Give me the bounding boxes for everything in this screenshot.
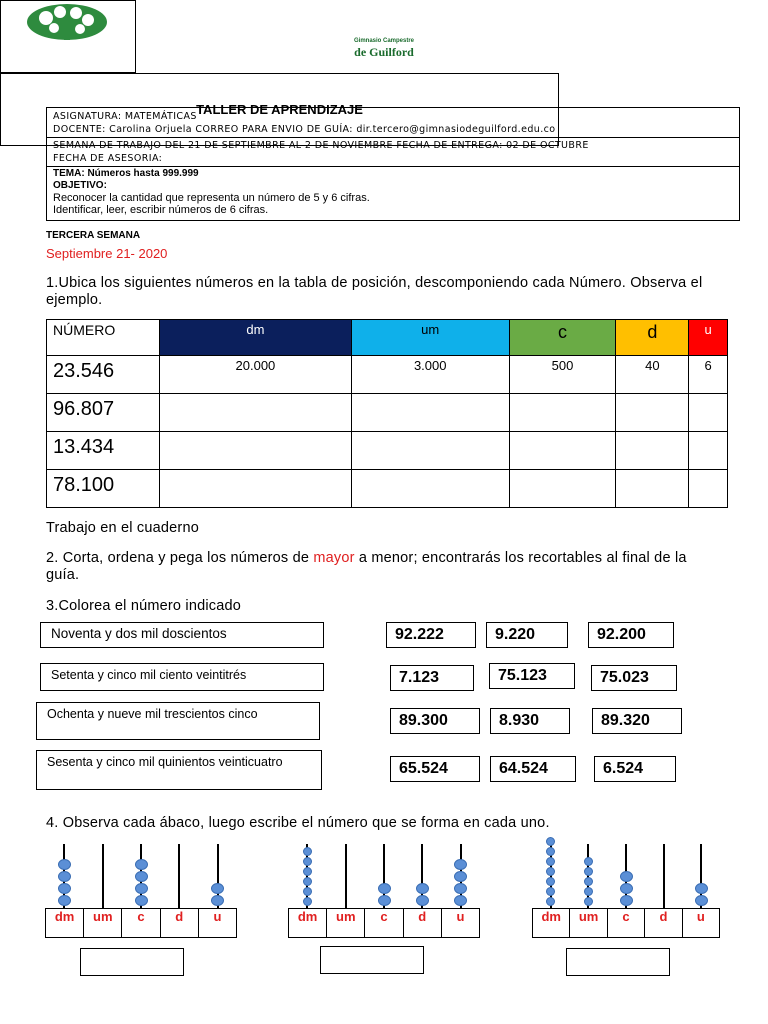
bead xyxy=(546,837,555,846)
number-option[interactable]: 6.524 xyxy=(594,756,676,782)
label-c: c xyxy=(608,909,645,937)
answer-box[interactable] xyxy=(320,946,424,974)
label-um: um xyxy=(84,909,122,937)
table-row xyxy=(47,356,728,394)
words-box: Noventa y dos mil doscientos xyxy=(40,622,324,648)
q1-text: 1.Ubica los siguientes números en la tabla de posición, descomponiendo cada Número. Observa el ejemplo. xyxy=(46,275,703,308)
header-dm: dm xyxy=(160,320,352,356)
bead xyxy=(454,859,467,870)
topic: TEMA: Números hasta 999.999 xyxy=(53,168,199,179)
rod-um xyxy=(102,844,104,908)
bead xyxy=(135,871,148,882)
cell-um[interactable]: 3.000 xyxy=(351,356,509,394)
bead xyxy=(135,895,148,906)
q3-title: 3.Colorea el número indicado xyxy=(46,598,242,614)
label-um: um xyxy=(570,909,607,937)
bead xyxy=(454,883,467,894)
words-box: Sesenta y cinco mil quinientos veinticuatro xyxy=(36,750,322,790)
header-c: c xyxy=(509,320,616,356)
bead xyxy=(211,895,224,906)
table-row xyxy=(47,394,728,432)
q2-before: 2. Corta, ordena y pega los números de xyxy=(46,550,314,566)
objective-label: OBJETIVO: xyxy=(53,180,107,191)
cell-d[interactable] xyxy=(616,394,689,432)
cell-u[interactable]: 6 xyxy=(689,356,728,394)
cell-d[interactable]: 40 xyxy=(616,356,689,394)
cell-c[interactable] xyxy=(509,394,616,432)
q2-after: a menor; encontrarás los recortables al final de la guía. xyxy=(46,550,687,583)
abacus-labels xyxy=(45,908,237,938)
bead xyxy=(303,887,312,896)
header-u: u xyxy=(689,320,728,356)
header-um: um xyxy=(351,320,509,356)
label-dm: dm xyxy=(289,909,327,937)
abacus-3 xyxy=(532,840,720,940)
number-option[interactable]: 75.023 xyxy=(591,665,677,691)
row-number: 96.807 xyxy=(47,394,160,432)
bead xyxy=(58,871,71,882)
rod-um xyxy=(345,844,347,908)
answer-box[interactable] xyxy=(566,948,670,976)
bead xyxy=(58,883,71,894)
subject: ASIGNATURA: MATEMÁTICAS xyxy=(53,111,197,122)
bead xyxy=(58,895,71,906)
cell-dm[interactable] xyxy=(160,470,352,508)
objective-2: Identificar, leer, escribir números de 6 cifras. xyxy=(53,204,269,216)
bead xyxy=(695,895,708,906)
cell-c[interactable]: 500 xyxy=(509,356,616,394)
row-number: 23.546 xyxy=(47,356,160,394)
label-u: u xyxy=(456,909,465,924)
row-number: 78.100 xyxy=(47,470,160,508)
cell-u[interactable] xyxy=(689,394,728,432)
bead xyxy=(584,857,593,866)
bead xyxy=(584,877,593,886)
logo-line2: de Guilford xyxy=(354,45,414,59)
row-number: 13.434 xyxy=(47,432,160,470)
bead xyxy=(546,867,555,876)
bead xyxy=(546,877,555,886)
notebook-note: Trabajo en el cuaderno xyxy=(46,520,199,536)
label-d: d xyxy=(645,909,682,937)
cell-d[interactable] xyxy=(616,470,689,508)
rod-d xyxy=(663,844,665,908)
bead xyxy=(454,871,467,882)
cell-c[interactable] xyxy=(509,470,616,508)
bead xyxy=(303,867,312,876)
words-box: Ochenta y nueve mil trescientos cinco xyxy=(36,702,320,740)
cell-c[interactable] xyxy=(509,432,616,470)
cell-d[interactable] xyxy=(616,432,689,470)
bead xyxy=(303,857,312,866)
objective-1: Reconocer la cantidad que representa un número de 5 y 6 cifras. xyxy=(53,192,370,204)
bead xyxy=(620,883,633,894)
abacus-labels xyxy=(532,908,720,938)
cell-dm[interactable]: 20.000 xyxy=(160,356,352,394)
bead xyxy=(546,887,555,896)
table-row xyxy=(47,470,728,508)
number-option[interactable]: 92.222 xyxy=(386,622,476,648)
period: SEMANA DE TRABAJO DEL 21 DE SEPTIEMBRE AL 2 DE NOVIEMBRE FECHA DE ENTREGA: 02 DE OCTUBRE xyxy=(53,140,589,151)
table-header-row xyxy=(47,320,728,356)
bead xyxy=(416,883,429,894)
number-option[interactable]: 75.123 xyxy=(489,663,575,689)
q2-highlight: mayor xyxy=(313,550,355,566)
bead xyxy=(546,897,555,906)
bead xyxy=(454,895,467,906)
bead xyxy=(211,883,224,894)
label-d: d xyxy=(404,909,442,937)
label-u: u xyxy=(696,909,705,924)
bead xyxy=(303,877,312,886)
abacus-1 xyxy=(45,840,237,940)
cell-um[interactable] xyxy=(351,432,509,470)
cell-um[interactable] xyxy=(351,470,509,508)
week-label: TERCERA SEMANA xyxy=(46,230,141,241)
bead xyxy=(620,895,633,906)
label-c: c xyxy=(122,909,160,937)
number-option[interactable]: 8.930 xyxy=(490,708,570,734)
bead xyxy=(584,867,593,876)
q2-text xyxy=(46,550,706,584)
answer-box[interactable] xyxy=(80,948,184,976)
bead xyxy=(135,883,148,894)
cell-u[interactable] xyxy=(689,432,728,470)
place-value-table xyxy=(46,319,728,508)
number-option[interactable]: 7.123 xyxy=(390,665,474,691)
label-u: u xyxy=(213,909,222,924)
label-dm: dm xyxy=(46,909,84,937)
bead xyxy=(584,897,593,906)
label-c: c xyxy=(365,909,403,937)
info-block xyxy=(46,107,740,221)
bead xyxy=(303,897,312,906)
bead xyxy=(378,895,391,906)
tree-logo-icon xyxy=(8,2,126,42)
bead xyxy=(546,857,555,866)
number-option[interactable]: 89.320 xyxy=(592,708,682,734)
number-option[interactable]: 9.220 xyxy=(486,622,568,648)
number-option[interactable]: 89.300 xyxy=(390,708,480,734)
label-d: d xyxy=(161,909,199,937)
bead xyxy=(695,883,708,894)
header-d: d xyxy=(616,320,689,356)
cell-um[interactable] xyxy=(351,394,509,432)
label-dm: dm xyxy=(533,909,570,937)
bead xyxy=(546,847,555,856)
bead xyxy=(416,895,429,906)
number-option[interactable]: 65.524 xyxy=(390,756,480,782)
abacus-2 xyxy=(288,840,480,940)
number-option[interactable]: 64.524 xyxy=(490,756,576,782)
cell-u[interactable] xyxy=(689,470,728,508)
school-logo xyxy=(0,0,415,73)
bead xyxy=(135,859,148,870)
teacher: DOCENTE: Carolina Orjuela CORREO PARA ENVIO DE GUÍA: dir.tercero@gimnasiodeguilford.edu.co xyxy=(53,124,556,135)
number-option[interactable]: 92.200 xyxy=(588,622,674,648)
abacus-labels xyxy=(288,908,480,938)
bead xyxy=(303,847,312,856)
cell-dm[interactable] xyxy=(160,394,352,432)
words-box: Setenta y cinco mil ciento veintitrés xyxy=(40,663,324,691)
advisory: FECHA DE ASESORIA: xyxy=(53,153,163,164)
page-title: TALLER DE APRENDIZAJE xyxy=(0,73,559,146)
bead xyxy=(58,859,71,870)
bead xyxy=(584,887,593,896)
cell-dm[interactable] xyxy=(160,432,352,470)
header-number: NÚMERO xyxy=(47,320,160,356)
table-row xyxy=(47,432,728,470)
q4-title: 4. Observa cada ábaco, luego escribe el número que se forma en cada uno. xyxy=(46,815,550,831)
bead xyxy=(378,883,391,894)
rod-d xyxy=(178,844,180,908)
logo-line1: Gimnasio Campestre xyxy=(353,38,415,44)
bead xyxy=(620,871,633,882)
date-label: Septiembre 21- 2020 xyxy=(46,246,168,261)
label-um: um xyxy=(327,909,365,937)
